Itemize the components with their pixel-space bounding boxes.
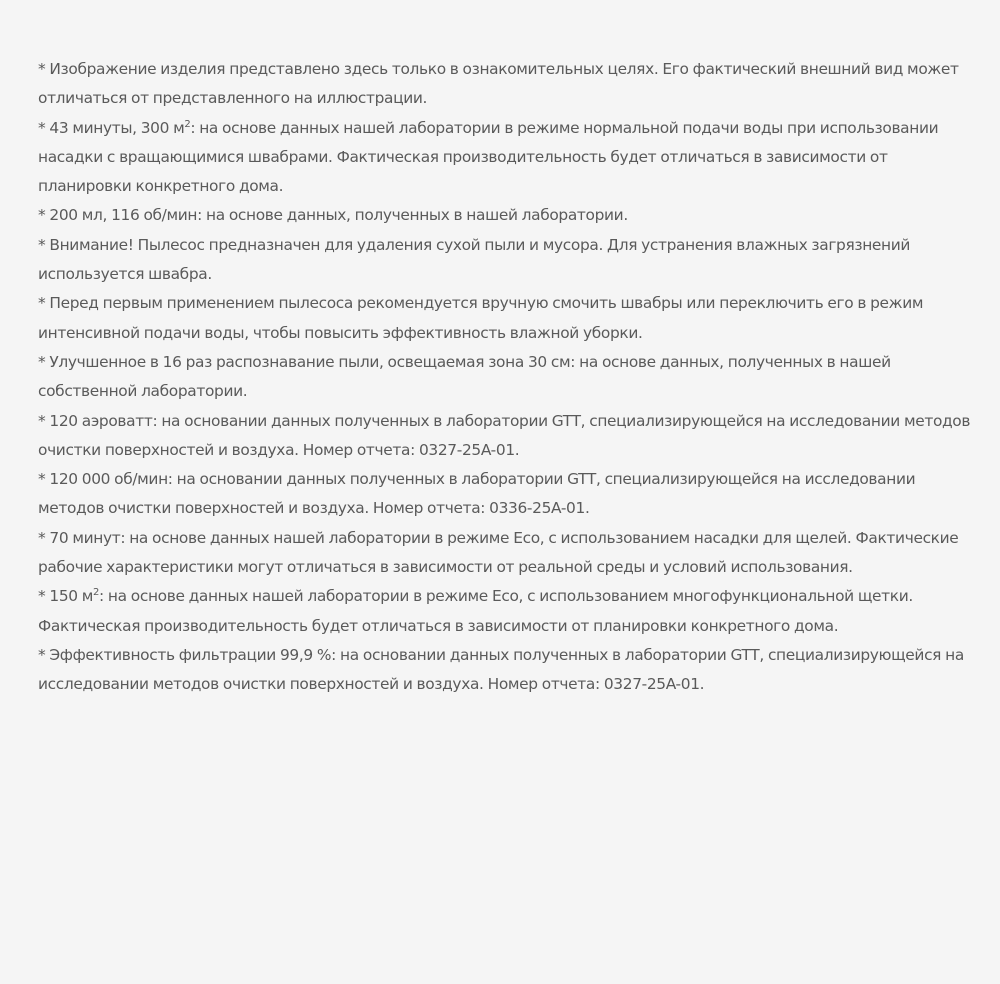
footnote-120-airwatt: * 120 аэроватт: на основании данных полученных в лаборатории GTT, специализирующейся на исследовании методов очистки поверхностей и воздуха. Номер отчета: 0327-25A-01. bbox=[38, 411, 971, 459]
footnote-70-minutes: * 70 минут: на основе данных нашей лаборатории в режиме Eco, с использованием насадки для щелей. Фактические рабочие характеристики могут отличаться в зависимости от реальной среды и условий использования. bbox=[38, 528, 959, 577]
footnote-first-use: * Перед первым применением пылесоса рекомендуется вручную смочить швабры или переключить его в режим интенсивной подачи воды, чтобы повысить эффективность влажной уборки. bbox=[38, 294, 924, 342]
footnote-text: * 43 минуты, 300 м bbox=[38, 118, 185, 137]
footnote-dust-detection: * Улучшенное в 16 раз распознавание пыли, освещаемая зона 30 см: на основе данных, полученных в нашей собственной лаборатории. bbox=[38, 352, 891, 401]
footnote-text: : на основе данных нашей лаборатории в режиме Eco, с использованием многофункциональной щетки. Фактическая производительность будет отличаться в зависимости от планировки конкретного дома. bbox=[38, 587, 913, 635]
footnote-150-m2 bbox=[38, 582, 973, 641]
footnote-text: : на основе данных нашей лаборатории в режиме нормальной подачи воды при использовании насадки с вращающимися швабрами. Фактическая производительность будет отличаться в зависимости от планировки конкретного дома. bbox=[38, 118, 939, 196]
footnote-filtration: * Эффективность фильтрации 99,9 %: на основании данных полученных в лаборатории GTT, специализирующейся на исследовании методов очистки поверхностей и воздуха. Номер отчета: 0327-25A-01. bbox=[38, 645, 964, 694]
superscript: 2 bbox=[93, 587, 100, 599]
footnote-200ml: * 200 мл, 116 об/мин: на основе данных, полученных в нашей лаборатории. bbox=[38, 206, 628, 225]
footnote-120000-rpm: * 120 000 об/мин: на основании данных полученных в лаборатории GTT, специализирующейся на исследовании методов очистки поверхностей и воздуха. Номер отчета: 0336-25A-01. bbox=[38, 470, 916, 518]
footnotes-section bbox=[38, 55, 973, 700]
footnote-attention: * Внимание! Пылесос предназначен для удаления сухой пыли и мусора. Для устранения влажных загрязнений используется швабра. bbox=[38, 235, 911, 284]
footnote-43-minutes bbox=[38, 114, 973, 202]
footnote-text: * 150 м bbox=[38, 587, 94, 606]
superscript: 2 bbox=[184, 118, 191, 130]
footnote-product-image: * Изображение изделия представлено здесь только в ознакомительных целях. Его фактический внешний вид может отличаться от представленного на иллюстрации. bbox=[38, 60, 959, 108]
